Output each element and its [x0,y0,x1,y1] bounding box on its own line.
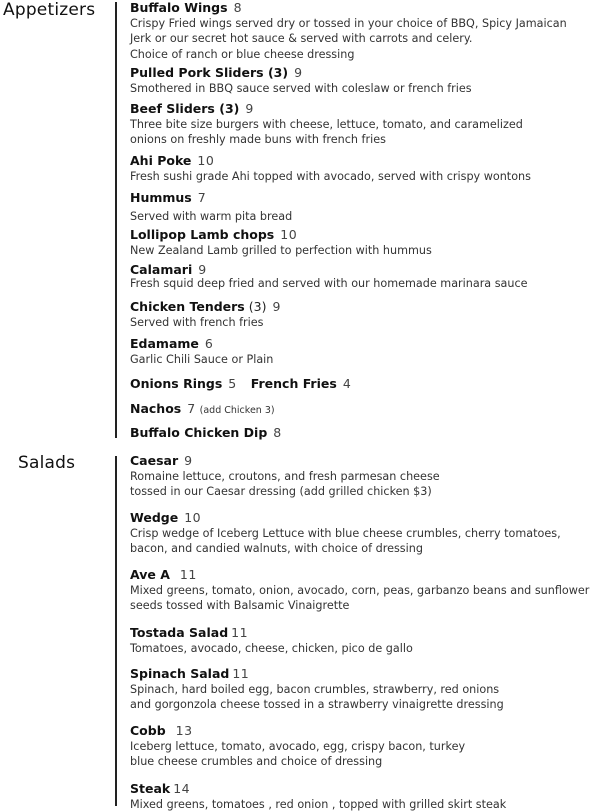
salads-divider [115,456,117,806]
item-name-2: French Fries [250,376,337,391]
item-name: Pulled Pork Sliders (3) [130,65,289,80]
item-name: Wedge [130,510,179,525]
item-note: (add Chicken 3) [199,405,275,416]
item-price: 8 [233,0,243,15]
item-name: Calamari [130,262,193,277]
item-price-2: 4 [342,376,352,391]
salads-heading: Salads [18,453,76,473]
item-description: and gorgonzola cheese tossed in a strawberry vinaigrette dressing [130,698,504,712]
menu-item-buffalo-wings [130,0,597,62]
menu-item-chicken-tenders [130,299,597,330]
item-name: Ave A [130,567,170,582]
item-quantity: (3) [248,299,267,314]
menu-item-pulled-pork-sliders [130,65,597,96]
item-price: 11 [232,666,250,681]
item-description: onions on freshly made buns with french fries [130,133,386,147]
item-name: Hummus [130,190,192,205]
appetizers-divider [115,2,117,438]
item-price: 7 [197,190,207,205]
item-price: 9 [198,262,207,277]
item-price: 13 [175,723,193,738]
item-price: 9 [294,65,303,80]
item-description: Romaine lettuce, croutons, and fresh parmesan cheese [130,470,440,483]
item-name: Chicken Tenders [130,299,245,314]
menu-item-lollipop-lamb-chops [130,227,597,258]
menu-item-beef-sliders [130,101,597,148]
menu-item-nachos [130,401,597,419]
item-description: Iceberg lettuce, tomato, avocado, egg, crispy bacon, turkey [130,740,466,753]
item-price: 10 [184,510,202,525]
item-description: Garlic Chili Sauce or Plain [130,353,274,366]
menu-item-ahi-poke [130,153,597,184]
item-description: Smothered in BBQ sauce served with coleslaw or french fries [130,82,472,95]
menu-item-cobb [130,723,597,770]
item-name: Buffalo Wings [130,0,228,15]
item-description: Crispy Fried wings served dry or tossed in your choice of BBQ, Spicy Jamaican [130,17,567,30]
item-name: Lollipop Lamb chops [130,227,275,242]
item-name: Buffalo Chicken Dip [130,425,268,440]
item-name: Cobb [130,723,166,738]
menu-item-spinach-salad [130,666,597,713]
item-name: Caesar [130,453,179,468]
item-name: Onions Rings [130,376,223,391]
item-description: Mixed greens, tomato, onion, avocado, corn, peas, garbanzo beans and sunflower [130,584,590,597]
item-description: Served with warm pita bread [130,210,293,223]
item-name: Ahi Poke [130,153,192,168]
item-description: blue cheese crumbles and choice of dressing [130,755,383,769]
item-description: Fresh squid deep fried and served with our homemade marinara sauce [130,277,528,290]
item-price: 8 [273,425,282,440]
item-description: bacon, and candied walnuts, with choice of dressing [130,542,423,556]
item-description: Tomatoes, avocado, cheese, chicken, pico de gallo [130,642,413,655]
item-price: 10 [197,153,215,168]
item-price: 7 [187,401,196,416]
item-description: Choice of ranch or blue cheese dressing [130,47,355,61]
item-description: seeds tossed with Balsamic Vinaigrette [130,599,350,613]
menu-item-caesar [130,453,597,500]
item-name: Steak [130,781,171,796]
appetizers-heading: Appetizers [3,0,96,20]
menu-item-edamame [130,336,597,367]
menu-item-wedge [130,510,597,557]
item-description: Fresh sushi grade Ahi topped with avocado, served with crispy wontons [130,170,531,183]
menu-item-onion-rings-french-fries [130,376,597,392]
item-description: Spinach, hard boiled egg, bacon crumbles, strawberry, red onions [130,683,500,696]
menu-item-steak [130,781,597,812]
menu-item-ave-a [130,567,597,614]
item-description: Jerk or our secret hot sauce & served with carrots and celery. [130,32,473,46]
item-description: Crisp wedge of Iceberg Lettuce with blue cheese crumbles, cherry tomatoes, [130,527,561,540]
item-price: 10 [280,227,298,242]
item-price: 9 [272,299,281,314]
item-price: 11 [231,625,249,640]
item-description: Mixed greens, tomatoes , red onion , topped with grilled skirt steak [130,798,507,811]
menu-item-calamari [130,262,597,291]
menu-item-tostada-salad [130,625,597,656]
item-description: Served with french fries [130,316,264,329]
item-price: 9 [245,101,254,116]
item-name: Tostada Salad [130,625,229,640]
item-description: tossed in our Caesar dressing (add grilled chicken $3) [130,485,432,499]
item-name: Edamame [130,336,199,351]
item-description: New Zealand Lamb grilled to perfection with hummus [130,244,432,257]
item-price: 9 [184,453,193,468]
item-price: 11 [179,567,197,582]
item-price: 5 [228,376,237,391]
item-name: Beef Sliders (3) [130,101,240,116]
menu-item-buffalo-chicken-dip [130,425,597,441]
item-price: 14 [173,781,191,796]
item-price: 6 [204,336,214,351]
menu-item-hummus [130,190,597,224]
item-name: Nachos [130,401,182,416]
item-name: Spinach Salad [130,666,230,681]
item-description: Three bite size burgers with cheese, lettuce, tomato, and caramelized [130,118,523,131]
